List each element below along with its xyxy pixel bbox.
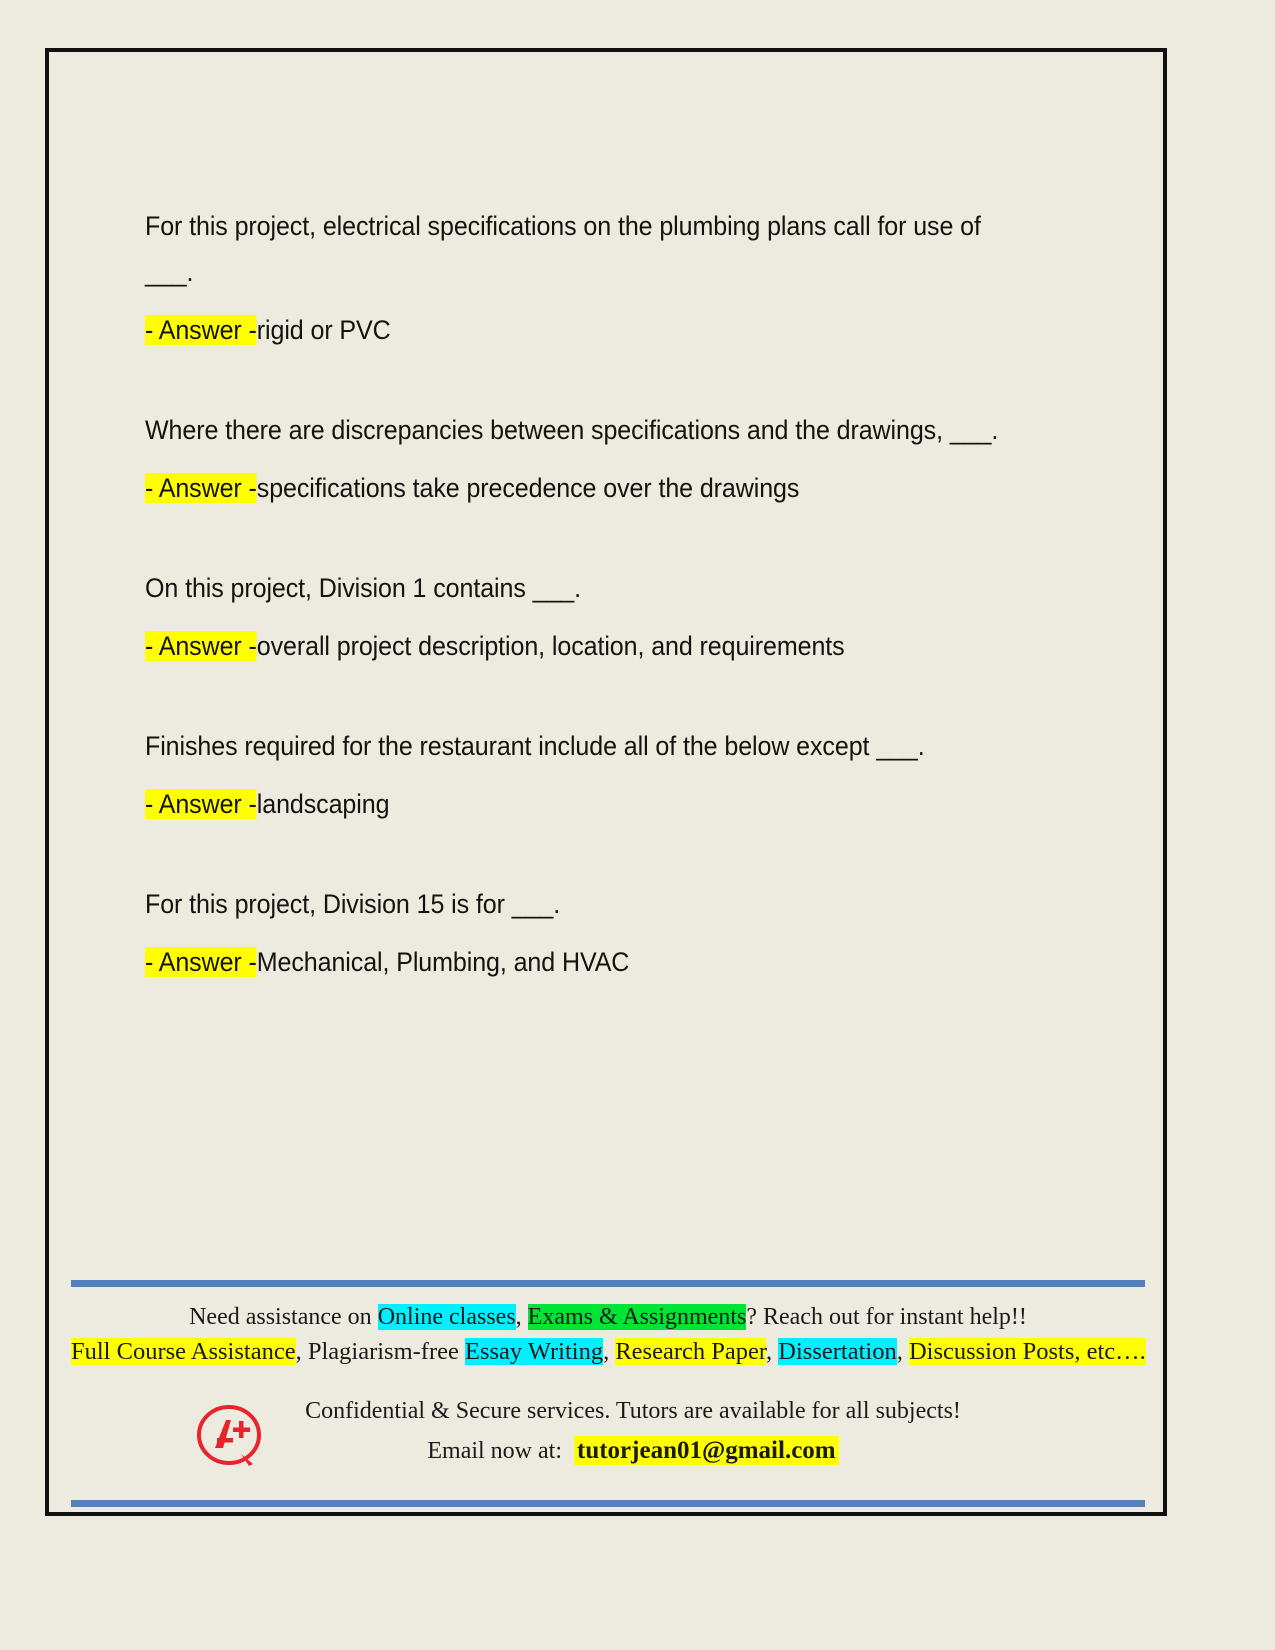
- promo-dissertation: Dissertation: [778, 1338, 897, 1366]
- answer-text: Mechanical, Plumbing, and HVAC: [256, 947, 630, 978]
- answer-text: landscaping: [256, 789, 390, 820]
- answer-line: [145, 629, 1024, 663]
- a-plus-logo-icon: [193, 1398, 267, 1472]
- qa-content: [145, 204, 1075, 1040]
- answer-line: [145, 787, 1024, 821]
- promo-exams-assignments: Exams & Assignments: [527, 1304, 747, 1330]
- footer-lower: [71, 1394, 1145, 1490]
- promo-reach-out: ? Reach out for instant help!!: [746, 1304, 1027, 1330]
- footer-content: [71, 1287, 1145, 1500]
- question-text: Where there are discrepancies between specifications and the drawings, ___.: [145, 414, 999, 445]
- answer-line: [145, 945, 1024, 979]
- promo-line-2: [71, 1335, 1145, 1368]
- promo-comma: ,: [515, 1304, 528, 1330]
- promo-sep-3: ,: [766, 1338, 779, 1366]
- question-text: On this project, Division 1 contains ___.: [145, 572, 581, 603]
- qa-block: [145, 724, 1075, 822]
- qa-block: [145, 408, 1075, 506]
- answer-label: - Answer -: [145, 947, 257, 978]
- promo-sep-4: ,: [896, 1338, 909, 1366]
- footer-divider-top: [71, 1280, 1145, 1287]
- qa-block: [145, 204, 1075, 348]
- answer-label: - Answer -: [145, 789, 257, 820]
- document-page: [45, 48, 1167, 1516]
- question-text: For this project, electrical specifications on the plumbing plans call for use of ___.: [145, 211, 981, 287]
- answer-label: - Answer -: [145, 631, 257, 662]
- email-address[interactable]: tutorjean01@gmail.com: [574, 1436, 839, 1465]
- promo-online-classes: Online classes: [377, 1304, 516, 1330]
- promo-text-need: Need assistance on: [189, 1304, 378, 1330]
- promo-essay-writing: Essay Writing: [465, 1338, 604, 1366]
- footer-divider-bottom: [71, 1500, 1145, 1507]
- promo-research-paper: Research Paper: [615, 1338, 767, 1366]
- answer-text: overall project description, location, and requirements: [256, 631, 845, 662]
- promo-line-1: [71, 1301, 1145, 1333]
- confidential-note: Confidential & Secure services. Tutors are available for all subjects!: [305, 1398, 961, 1425]
- email-prefix-label: Email now at:: [427, 1438, 562, 1465]
- promo-discussion-posts: Discussion Posts, etc….: [908, 1338, 1146, 1366]
- answer-label: - Answer -: [145, 473, 257, 504]
- question-text: Finishes required for the restaurant include all of the below except ___.: [145, 730, 925, 761]
- question-text: For this project, Division 15 is for ___.: [145, 888, 561, 919]
- promo-footer: [71, 1280, 1145, 1507]
- answer-text: specifications take precedence over the drawings: [256, 473, 800, 504]
- answer-label: - Answer -: [145, 315, 257, 346]
- promo-sep-2: ,: [603, 1338, 616, 1366]
- email-row: [121, 1433, 1145, 1469]
- answer-line: [145, 471, 1024, 505]
- answer-text: rigid or PVC: [256, 315, 391, 346]
- answer-line: [145, 313, 1024, 347]
- promo-sep-1: , Plagiarism-free: [295, 1338, 465, 1366]
- promo-full-course: Full Course Assistance: [71, 1338, 296, 1366]
- qa-block: [145, 566, 1075, 664]
- qa-block: [145, 882, 1075, 980]
